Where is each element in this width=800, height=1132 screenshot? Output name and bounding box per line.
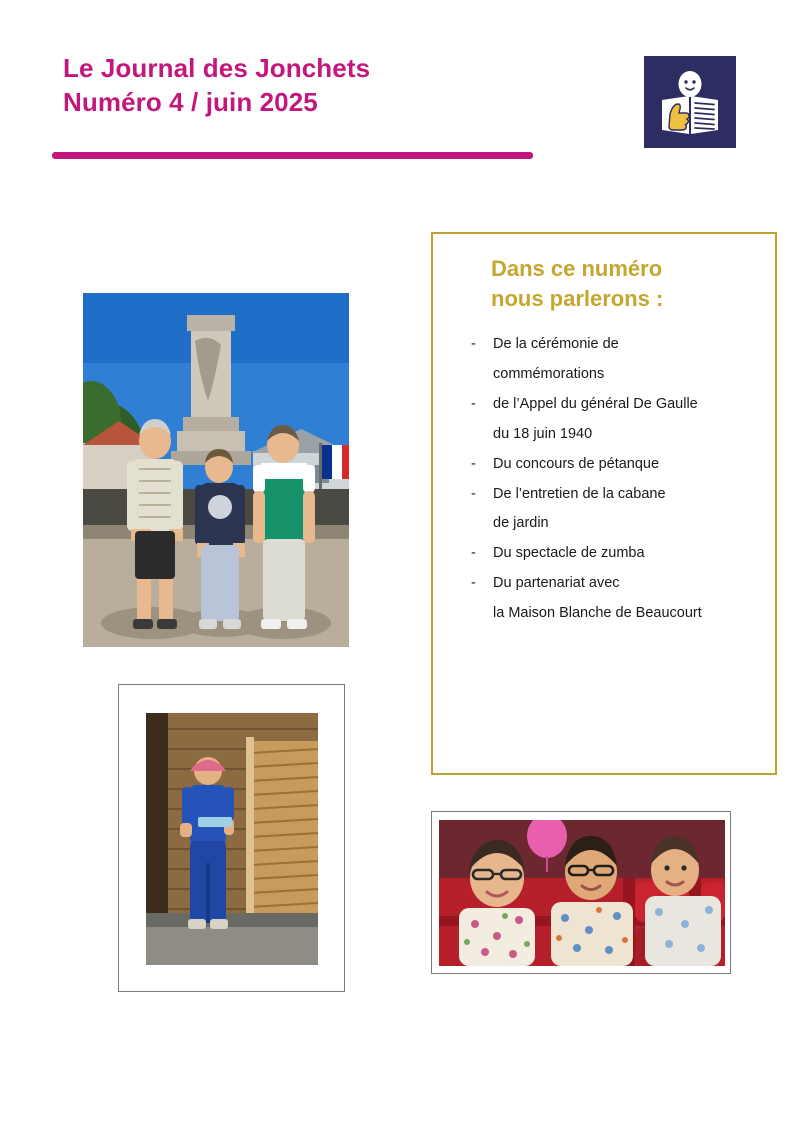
list-item-line-2: du 18 juin 1940 (493, 425, 593, 442)
list-item-text (493, 574, 765, 623)
summary-item-list (433, 335, 775, 622)
journal-title-line-1: Le Journal des Jonchets (63, 53, 371, 83)
list-item (433, 455, 775, 474)
photo-frame-zumba (431, 811, 731, 974)
list-bullet: - (471, 545, 476, 562)
newspaper-reader-logo (644, 56, 736, 148)
photo-frame-cabin (118, 684, 345, 992)
list-item-text (493, 395, 765, 444)
list-bullet: - (471, 455, 476, 472)
title-divider (52, 152, 533, 159)
list-item (433, 574, 775, 623)
list-item-line-1: Du spectacle de zumba (493, 545, 645, 562)
issue-summary-box (431, 232, 777, 775)
list-item-line-1: Du partenariat avec (493, 575, 620, 592)
list-item (433, 395, 775, 444)
list-item-line-2: de jardin (493, 515, 549, 532)
list-bullet: - (471, 396, 476, 413)
list-item-line-2: commémorations (493, 366, 605, 383)
list-item-line-2: la Maison Blanche de Beaucourt (493, 604, 702, 621)
summary-title (433, 234, 775, 313)
list-bullet: - (471, 485, 476, 502)
summary-title-line-2: nous parlerons : (491, 285, 664, 311)
list-item (433, 544, 775, 563)
list-item-line-1: De l’entretien de la cabane (493, 485, 666, 502)
list-item-text (493, 544, 765, 563)
list-item (433, 335, 775, 384)
page-header (0, 0, 800, 200)
summary-title-line-1: Dans ce numéro (491, 256, 663, 281)
list-item-line-1: de l’Appel du général De Gaulle (493, 396, 698, 413)
list-item-text (493, 455, 765, 474)
list-item-text (493, 485, 765, 534)
list-item-line-1: Du concours de pétanque (493, 455, 660, 472)
photo-commemoration-monument (83, 293, 349, 647)
photo-garden-cabin-maintenance (146, 713, 318, 965)
list-item (433, 485, 775, 534)
journal-issue-line: Numéro 4 / juin 2025 (63, 86, 318, 117)
list-bullet: - (471, 575, 476, 592)
list-item-line-1: De la cérémonie de (493, 336, 619, 353)
photo-zumba-show-audience (439, 820, 725, 966)
page-title (63, 52, 533, 120)
list-item-text (493, 335, 765, 384)
list-bullet: - (471, 336, 476, 353)
